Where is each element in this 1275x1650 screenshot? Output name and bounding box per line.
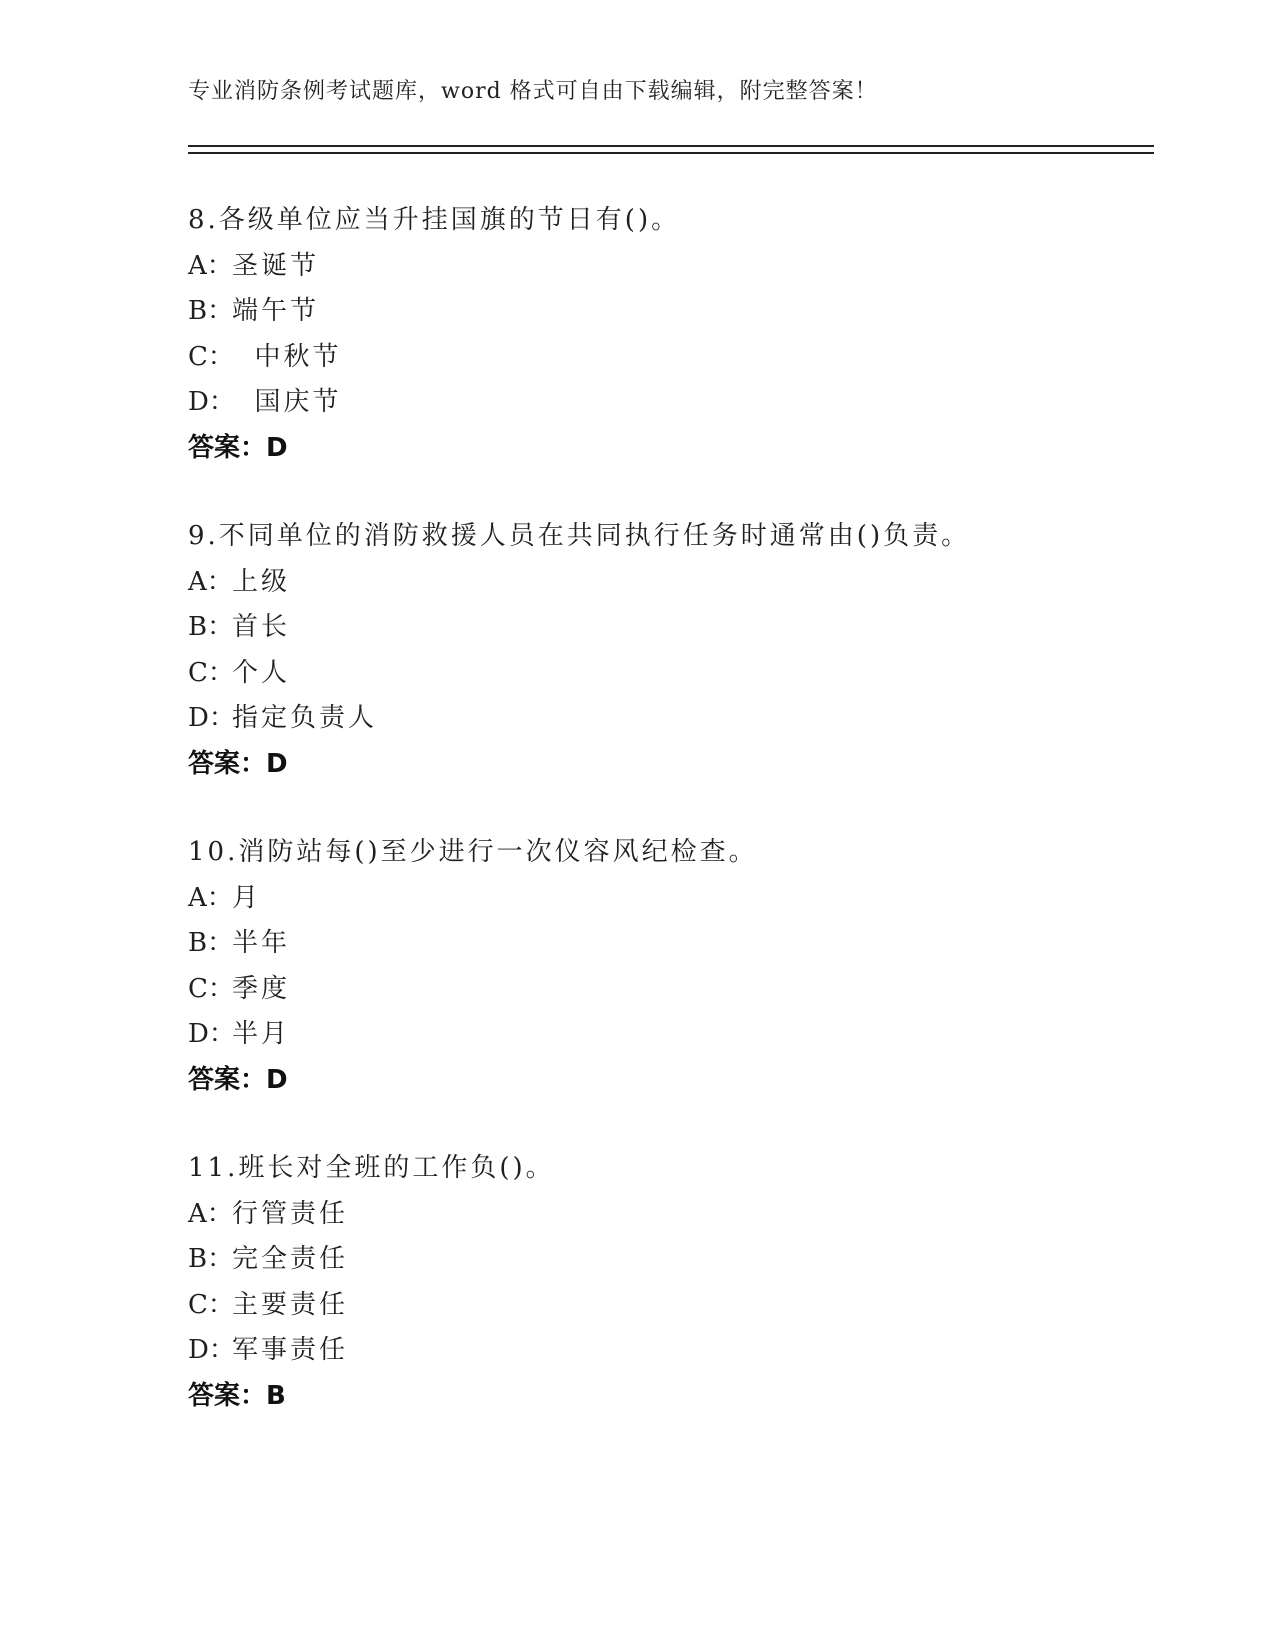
option-text: 主要责任 bbox=[232, 1289, 349, 1320]
option-d bbox=[188, 1328, 1148, 1374]
answer-line: 答案：D bbox=[188, 1064, 288, 1095]
option-text: 军事责任 bbox=[232, 1335, 349, 1366]
option-letter: C： bbox=[188, 973, 234, 1004]
option-text: 上级 bbox=[232, 566, 291, 597]
option-letter: B： bbox=[188, 296, 234, 327]
option-letter: A： bbox=[188, 1198, 233, 1229]
option-text: 首长 bbox=[232, 612, 291, 643]
question-text: 10.消防站每()至少进行一次仪容风纪检查。 bbox=[188, 837, 758, 867]
option-text: 端午节 bbox=[232, 296, 320, 327]
question-text: 8.各级单位应当升挂国旗的节日有()。 bbox=[188, 205, 681, 235]
option-letter: C： bbox=[188, 1289, 234, 1320]
option-a bbox=[188, 560, 1148, 606]
question-block bbox=[188, 198, 1148, 472]
option-text: 国庆节 bbox=[232, 387, 342, 418]
option-letter: A： bbox=[188, 882, 233, 913]
option-a bbox=[188, 876, 1148, 922]
option-b bbox=[188, 1237, 1148, 1283]
option-b bbox=[188, 921, 1148, 967]
option-text: 个人 bbox=[232, 657, 291, 688]
option-a bbox=[188, 244, 1148, 290]
option-letter: D： bbox=[188, 1019, 235, 1050]
question-block bbox=[188, 514, 1148, 788]
option-text: 完全责任 bbox=[232, 1244, 349, 1275]
option-b bbox=[188, 605, 1148, 651]
option-text: 中秋节 bbox=[232, 341, 342, 372]
option-letter: D： bbox=[188, 387, 235, 418]
option-letter: A： bbox=[188, 250, 233, 281]
option-c bbox=[188, 1283, 1148, 1329]
option-letter: B： bbox=[188, 1244, 234, 1275]
option-letter: B： bbox=[188, 928, 234, 959]
option-text: 月 bbox=[232, 882, 262, 913]
option-letter: D： bbox=[188, 1335, 235, 1366]
option-text: 指定负责人 bbox=[232, 703, 378, 734]
answer-line: 答案：D bbox=[188, 432, 288, 463]
option-text: 行管责任 bbox=[232, 1198, 349, 1229]
option-c bbox=[188, 651, 1148, 697]
page-header: 专业消防条例考试题库，word 格式可自由下载编辑，附完整答案！ bbox=[188, 79, 878, 104]
option-letter: C： bbox=[188, 657, 234, 688]
option-b bbox=[188, 289, 1148, 335]
option-letter: D： bbox=[188, 703, 235, 734]
option-c bbox=[188, 967, 1148, 1013]
option-text: 半月 bbox=[232, 1019, 291, 1050]
option-text: 季度 bbox=[232, 973, 291, 1004]
option-d bbox=[188, 380, 1148, 426]
option-text: 半年 bbox=[232, 928, 291, 959]
option-d bbox=[188, 696, 1148, 742]
option-letter: B： bbox=[188, 612, 234, 643]
answer-line: 答案：D bbox=[188, 748, 288, 779]
option-d bbox=[188, 1012, 1148, 1058]
option-c bbox=[188, 335, 1148, 381]
question-text: 9.不同单位的消防救援人员在共同执行任务时通常由()负责。 bbox=[188, 521, 971, 551]
answer-line: 答案：B bbox=[188, 1380, 286, 1411]
option-letter: A： bbox=[188, 566, 233, 597]
header-double-rule bbox=[188, 145, 1154, 154]
option-text: 圣诞节 bbox=[232, 250, 320, 281]
question-text: 11.班长对全班的工作负()。 bbox=[188, 1153, 555, 1183]
option-letter: C： bbox=[188, 341, 234, 372]
option-a bbox=[188, 1192, 1148, 1238]
question-block bbox=[188, 830, 1148, 1104]
question-block bbox=[188, 1146, 1148, 1420]
